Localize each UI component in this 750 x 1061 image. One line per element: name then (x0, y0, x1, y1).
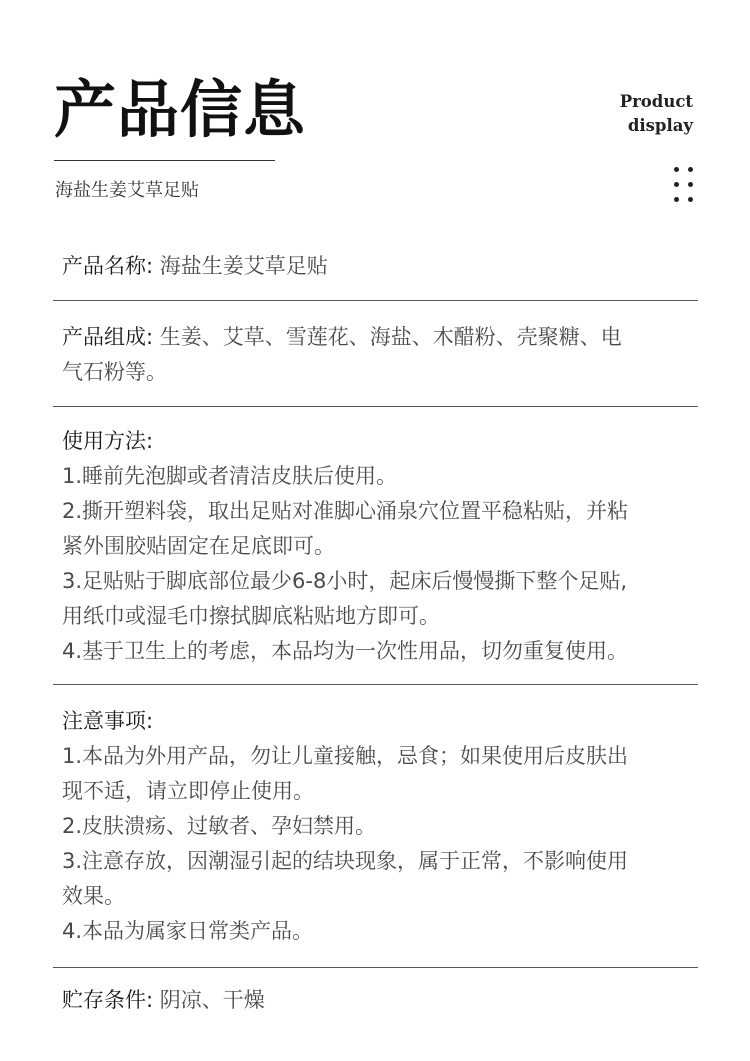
product-name-value: 海盐生姜艾草足贴 (153, 254, 328, 278)
composition-section (62, 320, 692, 390)
storage-value: 阴凉、干燥 (153, 988, 265, 1012)
notice-label: 注意事项: (62, 709, 154, 733)
storage-label: 贮存条件: (62, 988, 154, 1012)
composition-line: 气石粉等。 (62, 360, 167, 384)
title-underline (54, 160, 275, 161)
notice-line: 2.皮肤溃疡、过敏者、孕妇禁用。 (62, 814, 377, 838)
usage-line: 紧外围胶贴固定在足底即可。 (62, 534, 335, 558)
storage-section (62, 983, 692, 1018)
usage-line: 1.睡前先泡脚或者清洁皮肤后使用。 (62, 464, 398, 488)
english-label-line-2: display (627, 116, 693, 135)
product-subtitle: 海盐生姜艾草足贴 (55, 180, 199, 201)
composition-value: 生姜、艾草、雪莲花、海盐、木醋粉、壳聚糖、电 (153, 325, 622, 349)
english-label-line-1: Product (619, 92, 693, 111)
composition-line (62, 320, 692, 355)
notice-line: 现不适，请立即停止使用。 (62, 779, 314, 803)
usage-line: 4.基于卫生上的考虑，本品均为一次性用品，切勿重复使用。 (62, 639, 629, 663)
notice-line: 4.本品为属家日常类产品。 (62, 919, 314, 943)
composition-label: 产品组成: (62, 325, 154, 349)
notice-section (62, 704, 692, 949)
usage-section (62, 424, 692, 669)
usage-line: 3.足贴贴于脚底部位最少6-8小时，起床后慢慢撕下整个足贴, (62, 569, 628, 593)
product-name-row (62, 249, 692, 284)
divider (53, 406, 698, 407)
storage-row (62, 983, 692, 1018)
dots-icon (674, 167, 696, 207)
page-title: 产品信息 (54, 73, 307, 146)
notice-line: 效果。 (62, 884, 125, 908)
usage-line: 用纸巾或湿毛巾擦拭脚底粘贴地方即可。 (62, 604, 440, 628)
product-name-label: 产品名称: (62, 254, 154, 278)
divider (53, 684, 698, 685)
divider (53, 300, 698, 301)
usage-label: 使用方法: (62, 429, 154, 453)
notice-line: 1.本品为外用产品，勿让儿童接触，忌食；如果使用后皮肤出 (62, 744, 629, 768)
divider (53, 967, 698, 968)
product-name-section (62, 249, 692, 284)
notice-line: 3.注意存放，因潮湿引起的结块现象，属于正常，不影响使用 (62, 849, 629, 873)
english-label (573, 90, 693, 138)
usage-line: 2.撕开塑料袋，取出足贴对准脚心涌泉穴位置平稳粘贴，并粘 (62, 499, 629, 523)
